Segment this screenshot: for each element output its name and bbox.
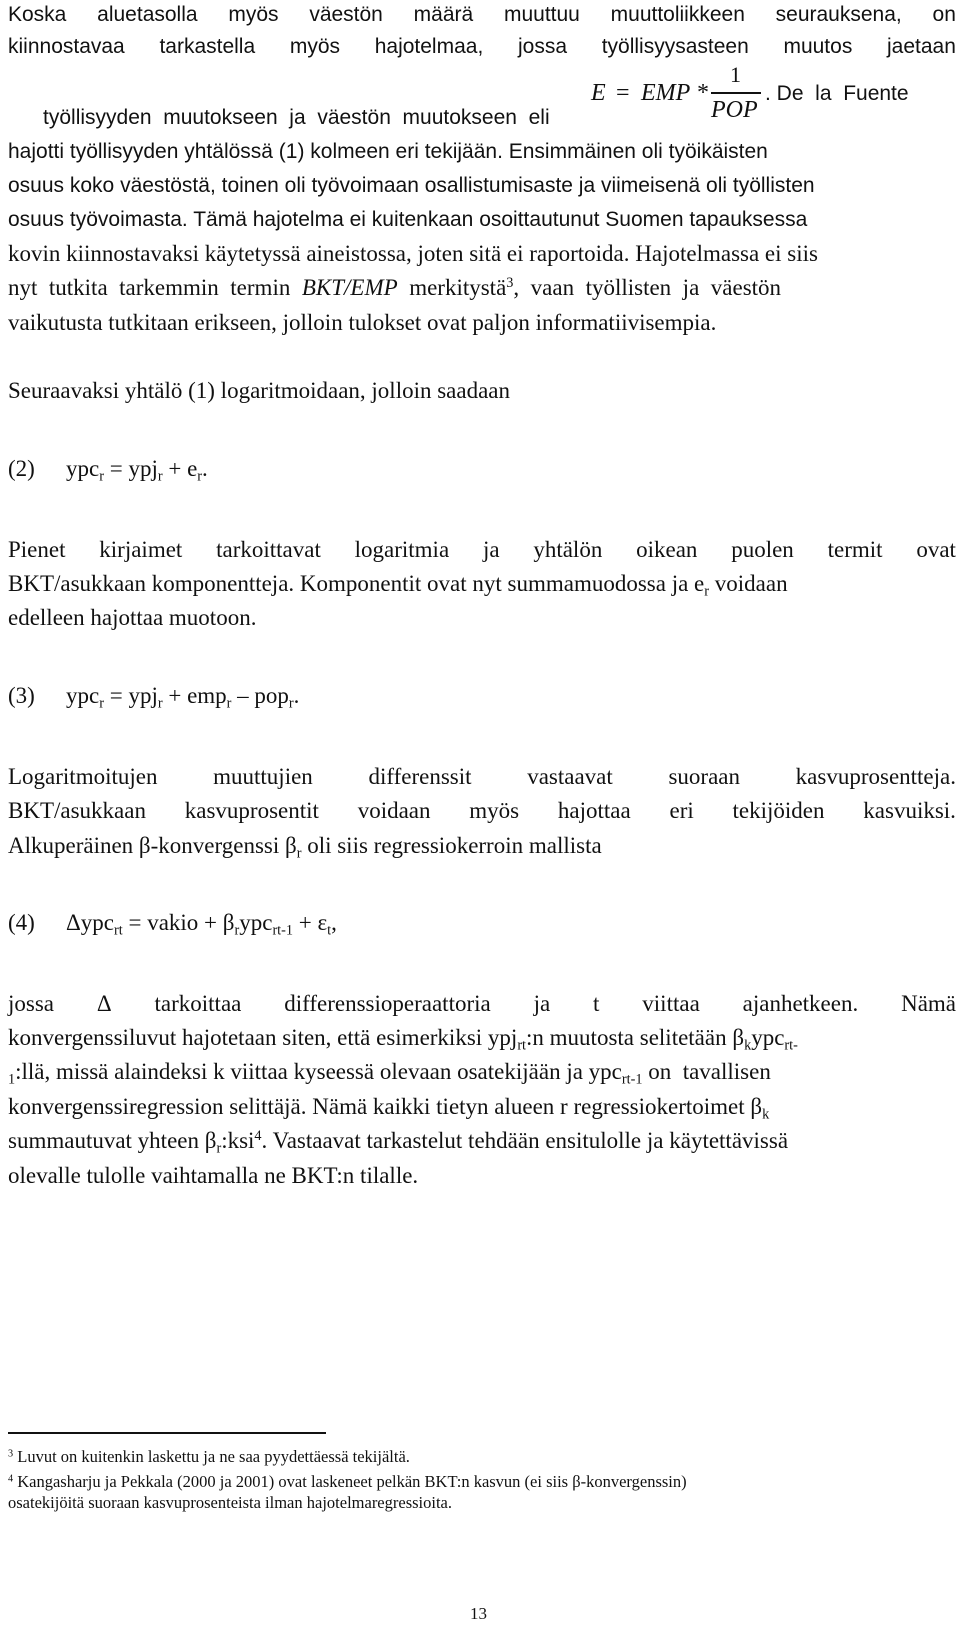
word: muuttujien [213, 764, 313, 789]
word: ja [533, 991, 551, 1016]
word: kiinnostavaa [8, 35, 125, 58]
word: suoraan [668, 764, 740, 789]
word: muuttuu [503, 3, 580, 26]
equation-4-number: (4) [8, 910, 35, 935]
eq4-a: Δypc [66, 910, 114, 935]
formula-emp: EMP * [641, 80, 708, 106]
word: muuttoliikkeen [610, 3, 745, 26]
formula-denominator: POP [711, 97, 758, 123]
eq3-b-sub: r [157, 695, 163, 712]
p1-line-1 [8, 3, 956, 27]
p5-line-2-a: konvergenssiluvut hajotetaan siten, että esimerkiksi ypj [8, 1025, 518, 1050]
word: kasvuiksi. [863, 798, 956, 823]
eq4-a-sub: rt [114, 922, 123, 939]
p1-line-7-text: kovin kiinnostavaksi käytetyssä aineistossa, joten sitä ei raportoida. Hajotelmassa ei siis [8, 241, 818, 266]
word: myös [469, 798, 520, 823]
eq4-e: , [331, 910, 337, 935]
footnote-4-mark: 4 [8, 1473, 14, 1485]
p5-line-4-a: konvergenssiregression selittäjä. Nämä kaikki tietyn alueen r regressiokertoimet β [8, 1094, 763, 1119]
equation-2 [66, 456, 208, 485]
word: ja [482, 537, 500, 562]
word: kasvuprosentteja. [795, 764, 956, 789]
p5-line-1 [8, 991, 956, 1017]
word: Δ [96, 991, 112, 1016]
word: tarkastella [159, 35, 256, 58]
eq4-b-sub: r [234, 922, 240, 939]
p1-line-8-b: merkitystä [409, 275, 507, 300]
p4-line-3 [8, 833, 956, 862]
p1-line-5-text: osuus koko väestöstä, toinen oli työvoimaan osallistumisaste ja viimeisenä oli työllisten [8, 174, 815, 197]
word: eri [669, 798, 694, 823]
word: muutos [783, 35, 853, 58]
footnote-4-line-2 [8, 1493, 452, 1513]
equation-4 [66, 910, 337, 939]
p1-line-8-c: , vaan työllisten ja väestön [513, 275, 782, 300]
word: hajotelmaa, [374, 35, 484, 58]
p4-line-3-a: Alkuperäinen β-konvergenssi β [8, 833, 297, 858]
p1-line-4 [8, 140, 956, 164]
word: Koska [8, 3, 67, 26]
eq3-c: + emp [162, 683, 227, 708]
eq4-d-sub: t [327, 922, 332, 939]
word: jossa [8, 991, 54, 1016]
word: viittaa [642, 991, 700, 1016]
word: oikean [636, 537, 698, 562]
p1-line-2 [8, 35, 956, 59]
word: voidaan [357, 798, 431, 823]
footnote-4-text: Kangasharju ja Pekkala (2000 ja 2001) ovat laskeneet pelkän BKT:n kasvun (ei siis β-konvergenssin) [13, 1472, 687, 1491]
footnote-4-line-2-text: osatekijöitä suoraan kasvuprosenteista ilman hajotelmaregressioita. [8, 1493, 452, 1512]
word: jossa [517, 35, 568, 58]
p5-line-3-a: :llä, missä alaindeksi k viittaa kyseessä olevaan osatekijään ja ypc [15, 1059, 622, 1084]
eq2-b-sub: r [157, 468, 163, 485]
p1-line-5 [8, 174, 956, 198]
p5-line-5 [8, 1128, 956, 1157]
p3-line-1 [8, 537, 956, 563]
p5-line-5-sub: r [216, 1140, 222, 1157]
eq3-a: ypc [66, 683, 100, 708]
paragraph-2 [8, 378, 956, 404]
word: tarkoittavat [216, 537, 321, 562]
formula-fraction-bar [711, 92, 761, 94]
word: BKT/asukkaan [8, 798, 146, 823]
footnote-3-text: Luvut on kuitenkin laskettu ja ne saa pyydettäessä tekijältä. [13, 1447, 410, 1466]
eq4-c: ypc [239, 910, 273, 935]
p1-line-9-text: vaikutusta tutkitaan erikseen, jolloin tulokset ovat paljon informatiivisempia. [8, 310, 717, 335]
equation-3-number: (3) [8, 683, 35, 708]
word: myös [228, 3, 279, 26]
p5-line-5-c: . Vastaavat tarkastelut tehdään ensitulolle ja käytettävissä [261, 1128, 789, 1153]
p5-line-4 [8, 1094, 956, 1123]
word: puolen [731, 537, 794, 562]
p5-line-5-b: :ksi [221, 1128, 255, 1153]
p5-line-2-sub2: k [744, 1037, 752, 1054]
eq2-c: + e [162, 456, 198, 481]
word: aluetasolla [97, 3, 198, 26]
equation-2-number: (2) [8, 456, 35, 481]
eq3-c-sub: r [226, 695, 232, 712]
p3-line-2-a: BKT/asukkaan komponentteja. Komponentit ovat nyt summamuodossa ja e [8, 571, 705, 596]
word: tarkoittaa [154, 991, 242, 1016]
word: differenssioperaattoria [284, 991, 491, 1016]
p5-line-2-sub1: rt [517, 1037, 527, 1054]
p1-line-7 [8, 241, 956, 267]
p3-line-2-b: voidaan [709, 571, 788, 596]
word: Logaritmoitujen [8, 764, 158, 789]
eq4-d: + ε [293, 910, 328, 935]
p5-line-4-sub: k [762, 1106, 770, 1123]
word: myös [289, 35, 341, 58]
p1-line-9 [8, 310, 956, 336]
footnote-4 [8, 1472, 687, 1492]
p5-line-2-c: ypc [751, 1025, 785, 1050]
p1-line-4-text: hajotti työllisyyden yhtälössä (1) kolmeen eri tekijään. Ensimmäinen oli työikäisten [8, 140, 768, 163]
formula-equals: = [616, 80, 630, 106]
footnote-ref-4: 4 [254, 1128, 262, 1145]
p4-line-2 [8, 798, 956, 824]
p5-line-2 [8, 1025, 956, 1054]
word: ajanhetkeen. [742, 991, 859, 1016]
eq2-a: ypc [66, 456, 100, 481]
eq4-c-sub: rt-1 [272, 922, 294, 939]
p5-line-3 [8, 1059, 956, 1088]
eq3-e: . [293, 683, 300, 708]
footnote-divider [8, 1432, 326, 1434]
word: vastaavat [527, 764, 613, 789]
p1-line-6-text: osuus työvoimasta. Tämä hajotelma ei kuitenkaan osoittautunut Suomen tapauksessa [8, 208, 808, 231]
eq2-b: = ypj [103, 456, 158, 481]
p1-line-6 [8, 208, 956, 232]
word: kasvuprosentit [184, 798, 319, 823]
eq2-c-sub: r [197, 468, 203, 485]
p5-line-2-sub3: rt- [784, 1037, 798, 1054]
word: väestön [309, 3, 383, 26]
p4-line-3-sub: r [296, 845, 302, 862]
p1-line-8-a: nyt tutkita tarkemmin termin [8, 275, 291, 300]
word: tekijöiden [732, 798, 825, 823]
word: hajottaa [557, 798, 631, 823]
p3-line-2 [8, 571, 956, 600]
p5-line-5-a: summautuvat yhteen β [8, 1128, 217, 1153]
eq3-d: – pop [231, 683, 289, 708]
p5-line-3-sub0: 1 [8, 1071, 16, 1088]
p1-line-8-term: BKT/EMP [301, 275, 398, 300]
footnote-ref-3: 3 [506, 275, 514, 292]
footnote-3 [8, 1447, 410, 1467]
p5-line-2-b: :n muutosta selitetään β [526, 1025, 745, 1050]
p5-line-6 [8, 1163, 956, 1189]
word: kirjaimet [99, 537, 183, 562]
word: logaritmia [354, 537, 450, 562]
eq4-b: = vakio + β [122, 910, 235, 935]
p1-line-8 [8, 275, 956, 301]
word: Nämä [901, 991, 956, 1016]
word: differenssit [368, 764, 472, 789]
formula-numerator: 1 [730, 62, 741, 87]
word: Pienet [8, 537, 66, 562]
p5-line-3-b: on tavallisen [642, 1059, 771, 1084]
word: ovat [916, 537, 956, 562]
word: jaetaan [887, 35, 956, 58]
eq3-d-sub: r [288, 695, 294, 712]
word: t [593, 991, 600, 1016]
eq3-a-sub: r [99, 695, 104, 712]
word: seurauksena, [775, 3, 902, 26]
footnote-3-mark: 3 [8, 1448, 14, 1460]
page-number: 13 [470, 1604, 487, 1623]
p4-line-1 [8, 764, 956, 790]
p3-line-2-sub: r [704, 583, 710, 600]
p5-line-6-text: olevalle tulolle vaihtamalla ne BKT:n tilalle. [8, 1163, 419, 1188]
p1-line-3-tail: . De la Fuente [765, 82, 909, 105]
eq2-a-sub: r [99, 468, 104, 485]
eq2-d: . [202, 456, 208, 481]
p4-line-3-b: oli siis regressiokerroin mallista [301, 833, 602, 858]
word: määrä [413, 3, 474, 26]
word: yhtälön [533, 537, 603, 562]
p2-text: Seuraavaksi yhtälö (1) logaritmoidaan, jolloin saadaan [8, 378, 511, 403]
word: termit [827, 537, 883, 562]
p3-line-3 [8, 605, 956, 631]
word: on [932, 3, 956, 26]
p1-line-3-text: työllisyyden muutokseen ja väestön muutokseen eli [43, 106, 550, 129]
equation-3 [66, 683, 300, 712]
p3-line-3-text: edelleen hajottaa muotoon. [8, 605, 257, 630]
p5-line-3-sub: rt-1 [621, 1071, 643, 1088]
eq3-b: = ypj [103, 683, 158, 708]
word: työllisyysasteen [601, 35, 749, 58]
formula-lhs: E [591, 80, 606, 106]
